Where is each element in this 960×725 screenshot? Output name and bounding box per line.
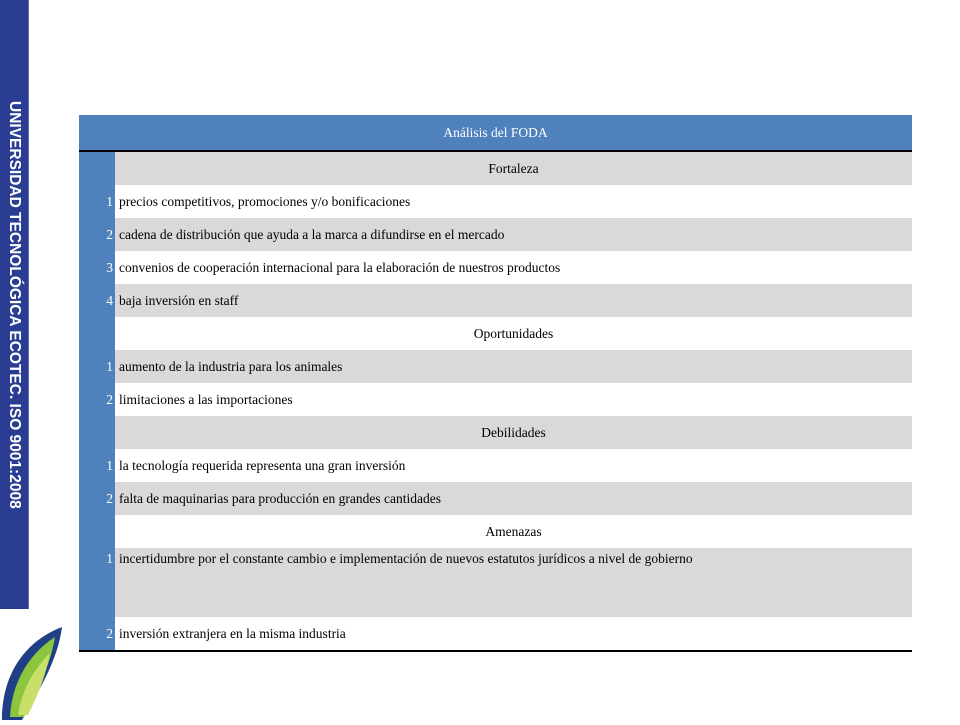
row-number: 1 <box>79 548 115 617</box>
section-title-oportunidades: Oportunidades <box>115 317 912 350</box>
row-text: limitaciones a las importaciones <box>115 383 912 416</box>
row-number: 1 <box>79 449 115 482</box>
row-text: inversión extranjera en la misma industria <box>115 617 912 651</box>
row-number: 3 <box>79 251 115 284</box>
row-text: precios competitivos, promociones y/o bonificaciones <box>115 185 912 218</box>
table-row <box>79 383 912 416</box>
row-text: baja inversión en staff <box>115 284 912 317</box>
table-row <box>79 284 912 317</box>
section-row-oportunidades <box>79 317 912 350</box>
row-text: convenios de cooperación internacional para la elaboración de nuestros productos <box>115 251 912 284</box>
table-row <box>79 218 912 251</box>
university-name: UNIVERSIDAD TECNOLÓGICA ECOTEC. ISO 9001:2008 <box>6 100 23 509</box>
table-row <box>79 185 912 218</box>
table-row <box>79 617 912 651</box>
section-row-amenazas <box>79 515 912 548</box>
table-row <box>79 548 912 617</box>
row-number: 2 <box>79 383 115 416</box>
row-text: cadena de distribución que ayuda a la marca a difundirse en el mercado <box>115 218 912 251</box>
row-number: 4 <box>79 284 115 317</box>
table-row <box>79 251 912 284</box>
table-title: Análisis del FODA <box>79 115 912 151</box>
row-number: 1 <box>79 350 115 383</box>
section-row-fortaleza <box>79 151 912 185</box>
table-row <box>79 350 912 383</box>
section-title-amenazas: Amenazas <box>115 515 912 548</box>
side-banner <box>0 0 29 609</box>
row-number: 2 <box>79 617 115 651</box>
section-row-debilidades <box>79 416 912 449</box>
row-number: 2 <box>79 482 115 515</box>
section-title-debilidades: Debilidades <box>115 416 912 449</box>
table-row <box>79 482 912 515</box>
foda-table <box>79 115 912 652</box>
leaf-logo-icon <box>0 609 66 720</box>
row-text: aumento de la industria para los animales <box>115 350 912 383</box>
table-title-row <box>79 115 912 151</box>
row-text: incertidumbre por el constante cambio e implementación de nuevos estatutos jurídicos a nivel de gobierno <box>115 548 912 617</box>
table-row <box>79 449 912 482</box>
row-number: 1 <box>79 185 115 218</box>
section-title-fortaleza: Fortaleza <box>115 151 912 185</box>
row-text: la tecnología requerida representa una gran inversión <box>115 449 912 482</box>
row-text: falta de maquinarias para producción en grandes cantidades <box>115 482 912 515</box>
university-logo <box>0 609 66 720</box>
row-number: 2 <box>79 218 115 251</box>
